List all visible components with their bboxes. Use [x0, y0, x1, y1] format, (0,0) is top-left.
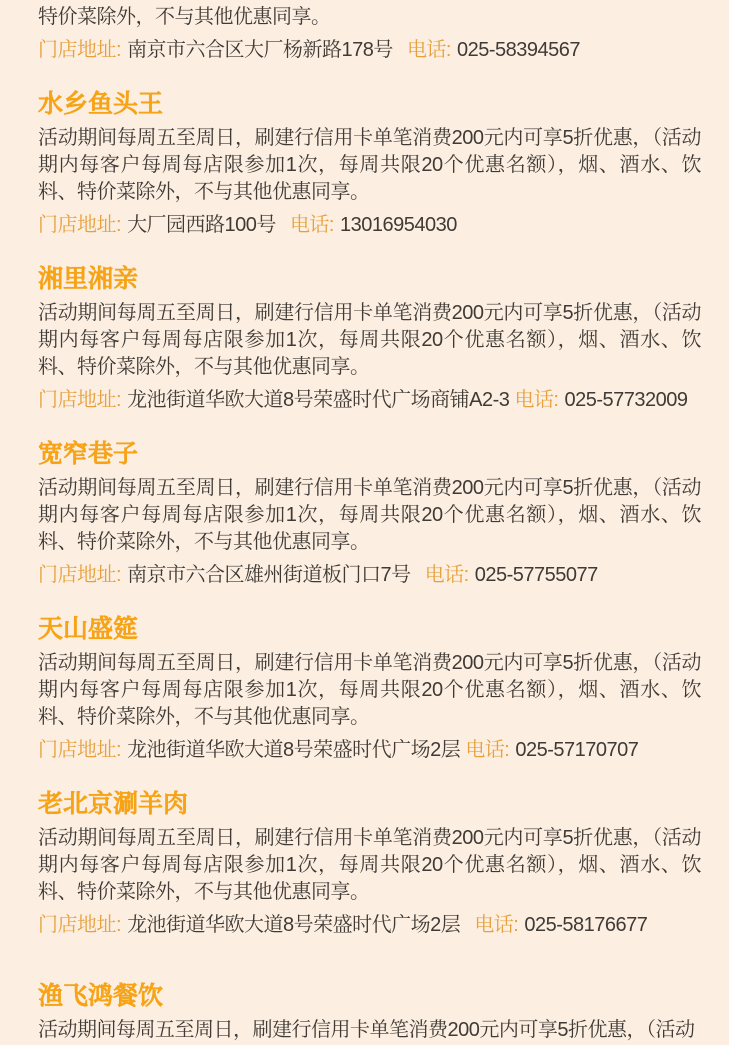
promo-terms-text: 活动期间每周五至周日，刷建行信用卡单笔消费200元内可享5折优惠，（活动期内每客户每周每店限参加1次，每周共限20个优惠名额），烟、酒水、饮料、特价菜除外，不与其他优惠同享。 — [38, 652, 701, 728]
address-line — [38, 562, 701, 589]
restaurant-name: 水乡鱼头王 — [38, 90, 164, 118]
store-address-label: 门店地址: — [38, 389, 122, 411]
promo-terms-text: 活动期间每周五至周日，刷建行信用卡单笔消费200元内可享5折优惠，（活动期内每客户每周每店限参加1次，每周共限20个优惠名额），烟、酒水、饮料、特价菜除外，不与其他优惠同享。 — [38, 302, 701, 378]
phone-number: 025-57170707 — [515, 739, 639, 761]
promo-section — [38, 91, 701, 239]
phone-label: 电话: — [424, 564, 469, 586]
restaurant-name: 天山盛筵 — [38, 615, 139, 643]
address-line — [38, 737, 701, 764]
promo-section — [38, 441, 701, 589]
promo-section — [38, 266, 701, 414]
promo-terms-text: 活动期间每周五至周日，刷建行信用卡单笔消费200元内可享5折优惠，（活动 — [38, 1019, 695, 1041]
promo-terms-text: 活动期间每周五至周日，刷建行信用卡单笔消费200元内可享5折优惠，（活动期内每客户每周每店限参加1次，每周共限20个优惠名额），烟、酒水、饮料、特价菜除外，不与其他优惠同享。 — [38, 127, 701, 203]
restaurant-name: 宽窄巷子 — [38, 440, 139, 468]
restaurant-name: 湘里湘亲 — [38, 265, 139, 293]
address-line — [38, 37, 701, 64]
promo-section — [38, 791, 701, 939]
store-address-value: 龙池街道华欧大道8号荣盛时代广场2层 — [127, 914, 461, 936]
phone-number: 13016954030 — [340, 214, 457, 236]
address-line — [38, 212, 701, 239]
promo-terms-text: 特价菜除外，不与其他优惠同享。 — [38, 6, 331, 28]
store-address-label: 门店地址: — [38, 564, 122, 586]
phone-number: 025-58176677 — [524, 914, 648, 936]
promo-section — [38, 616, 701, 764]
restaurant-name: 老北京涮羊肉 — [38, 790, 189, 818]
promo-section-partial-top — [38, 4, 701, 64]
address-line — [38, 912, 701, 939]
store-address-label: 门店地址: — [38, 214, 122, 236]
store-address-value: 南京市六合区雄州街道板门口7号 — [127, 564, 411, 586]
address-line — [38, 387, 701, 414]
store-address-value: 南京市六合区大厂杨新路178号 — [127, 39, 393, 61]
promo-section-partial-bottom — [38, 983, 701, 1044]
promo-terms-text: 活动期间每周五至周日，刷建行信用卡单笔消费200元内可享5折优惠，（活动期内每客户每周每店限参加1次，每周共限20个优惠名额），烟、酒水、饮料、特价菜除外，不与其他优惠同享。 — [38, 477, 701, 553]
phone-number: 025-57732009 — [564, 389, 688, 411]
phone-label: 电话: — [465, 739, 510, 761]
phone-number: 025-57755077 — [474, 564, 598, 586]
restaurant-name: 渔飞鸿餐饮 — [38, 982, 164, 1010]
store-address-value: 大厂园西路100号 — [127, 214, 276, 236]
store-address-value: 龙池街道华欧大道8号荣盛时代广场商铺A2-3 — [127, 389, 510, 411]
phone-number: 025-58394567 — [457, 39, 581, 61]
store-address-label: 门店地址: — [38, 39, 122, 61]
phone-label: 电话: — [289, 214, 334, 236]
phone-label: 电话: — [406, 39, 451, 61]
store-address-label: 门店地址: — [38, 739, 122, 761]
phone-label: 电话: — [474, 914, 519, 936]
store-address-value: 龙池街道华欧大道8号荣盛时代广场2层 — [127, 739, 461, 761]
promo-terms-text: 活动期间每周五至周日，刷建行信用卡单笔消费200元内可享5折优惠，（活动期内每客户每周每店限参加1次，每周共限20个优惠名额），烟、酒水、饮料、特价菜除外，不与其他优惠同享。 — [38, 827, 701, 903]
store-address-label: 门店地址: — [38, 914, 122, 936]
phone-label: 电话: — [514, 389, 559, 411]
